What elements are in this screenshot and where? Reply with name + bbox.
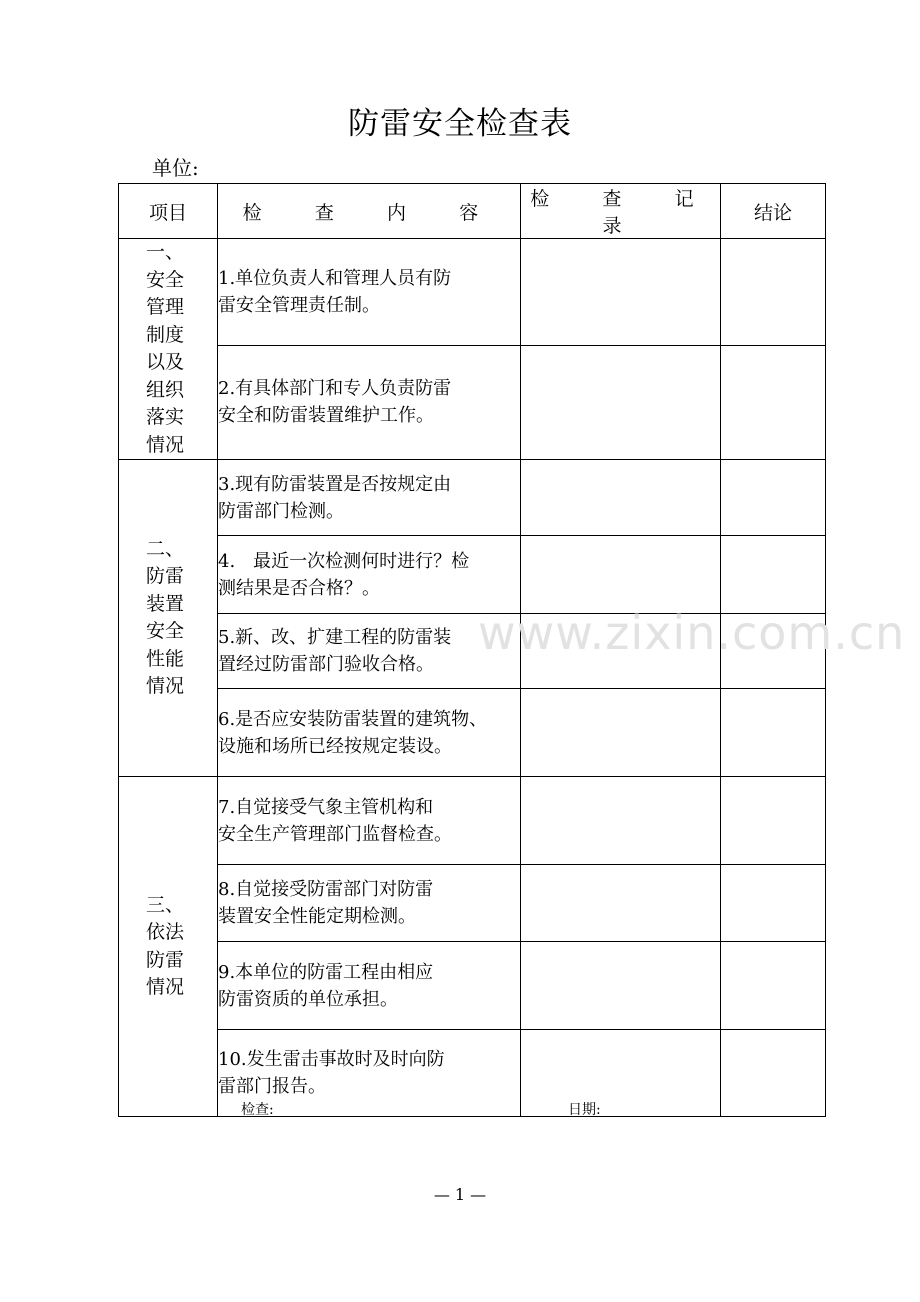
- check-content-cell: [218, 777, 521, 865]
- table-row: [119, 689, 826, 777]
- check-record-cell[interactable]: [521, 865, 721, 942]
- check-content-line: 2.有具体部门和专人负责防雷: [218, 378, 452, 400]
- table-row: [119, 239, 826, 346]
- section-name-line: 组织: [146, 378, 185, 401]
- conclusion-cell[interactable]: [721, 689, 826, 777]
- watermark: www.zixin.com.cn: [478, 606, 906, 660]
- check-content-cell: [218, 239, 521, 346]
- section-name-line: 制度: [146, 323, 185, 346]
- section-name-line: 一、: [146, 241, 185, 263]
- table-row: [119, 942, 826, 1030]
- section-name-line: 防雷: [146, 948, 185, 971]
- header-conclusion: 结论: [721, 184, 826, 239]
- section-name-cell: [119, 460, 218, 777]
- header-item: 项目: [119, 184, 218, 239]
- check-content-cell: [218, 614, 521, 689]
- check-content-line: 7.自觉接受气象主管机构和: [218, 796, 434, 818]
- check-content-line: 设施和场所已经按规定装设。: [218, 735, 452, 757]
- table-row: [119, 460, 826, 536]
- check-content-line: 安全生产管理部门监督检查。: [218, 823, 452, 845]
- section-name-line: 安全: [146, 620, 185, 643]
- table-row: [119, 345, 826, 460]
- footer-check-label: 检查:: [241, 1102, 274, 1118]
- check-record-cell[interactable]: [521, 239, 721, 346]
- check-record-cell[interactable]: [521, 460, 721, 536]
- conclusion-cell[interactable]: [721, 345, 826, 460]
- check-content-line: 3.现有防雷装置是否按规定由: [218, 473, 452, 495]
- section-name-cell: [119, 239, 218, 460]
- conclusion-cell[interactable]: [721, 865, 826, 942]
- conclusion-cell[interactable]: [721, 777, 826, 865]
- footer-date-label: 日期:: [568, 1102, 601, 1118]
- check-content-cell: [218, 689, 521, 777]
- table-header-row: [119, 184, 826, 239]
- check-record-cell[interactable]: [521, 345, 721, 460]
- check-content-line: 1.单位负责人和管理人员有防: [218, 267, 452, 289]
- check-content-line: 8.自觉接受防雷部门对防雷: [218, 879, 434, 901]
- conclusion-cell[interactable]: [721, 239, 826, 346]
- section-name-line: 二、: [146, 537, 185, 560]
- check-content-line: 置经过防雷部门验收合格。: [218, 654, 434, 676]
- conclusion-cell[interactable]: [721, 942, 826, 1030]
- check-content-cell: [218, 865, 521, 942]
- section-name-cell: [119, 777, 218, 1117]
- page-title: 防雷安全检查表: [348, 106, 572, 142]
- section-name-line: 情况: [146, 976, 185, 999]
- check-content-line: 测结果是否合格？。: [218, 577, 380, 599]
- check-record-cell[interactable]: [521, 1030, 721, 1117]
- section-name-line: 落实: [146, 406, 185, 429]
- check-content-line: 9.本单位的防雷工程由相应: [218, 961, 434, 983]
- section-name-line: 情况: [146, 675, 185, 698]
- conclusion-cell[interactable]: [721, 1030, 826, 1117]
- check-content-line: 雷部门报告。: [218, 1076, 326, 1098]
- section-name: [146, 892, 190, 1002]
- section-name-line: 以及: [146, 351, 185, 374]
- section-name: [146, 239, 190, 459]
- conclusion-cell[interactable]: [721, 536, 826, 614]
- check-content-line: 10.发生雷击事故时及时向防: [218, 1049, 445, 1071]
- table-row: [119, 865, 826, 942]
- page-number: — 1 —: [433, 1185, 487, 1204]
- section-name-line: 装置: [146, 592, 185, 615]
- section-name-line: 依法: [146, 921, 185, 944]
- table-body: [119, 239, 826, 1117]
- check-record-cell[interactable]: [521, 942, 721, 1030]
- check-content-cell: [218, 536, 521, 614]
- check-content-cell: [218, 942, 521, 1030]
- header-record: 检 查 记 录: [521, 184, 721, 239]
- check-content-line: 防雷资质的单位承担。: [218, 988, 398, 1010]
- check-content-line: 安全和防雷装置维护工作。: [218, 405, 434, 427]
- check-content-line: 5.新、改、扩建工程的防雷装: [218, 627, 452, 649]
- check-record-cell[interactable]: [521, 777, 721, 865]
- check-content-line: 4. 最近一次检测何时进行？检: [218, 550, 470, 572]
- section-name: [146, 536, 190, 701]
- unit-label: 单位:: [152, 156, 199, 180]
- check-content-line: 6.是否应安装防雷装置的建筑物、: [218, 708, 488, 730]
- section-name-line: 性能: [146, 647, 185, 670]
- section-name-line: 情况: [146, 433, 185, 456]
- check-content-line: 装置安全性能定期检测。: [218, 906, 416, 928]
- table-row: [119, 536, 826, 614]
- check-content-line: 雷安全管理责任制。: [218, 294, 380, 316]
- section-name-line: 管理: [146, 296, 185, 319]
- header-content: 检 查 内 容: [218, 184, 521, 239]
- check-content-line: 防雷部门检测。: [218, 500, 344, 522]
- check-content-cell: [218, 460, 521, 536]
- check-content-cell: [218, 345, 521, 460]
- section-name-line: 三、: [146, 893, 185, 916]
- section-name-line: 安全: [146, 268, 185, 291]
- check-record-cell[interactable]: [521, 689, 721, 777]
- conclusion-cell[interactable]: [721, 460, 826, 536]
- section-name-line: 防雷: [146, 565, 185, 588]
- table-row: [119, 1030, 826, 1117]
- check-record-cell[interactable]: [521, 536, 721, 614]
- table-row: [119, 777, 826, 865]
